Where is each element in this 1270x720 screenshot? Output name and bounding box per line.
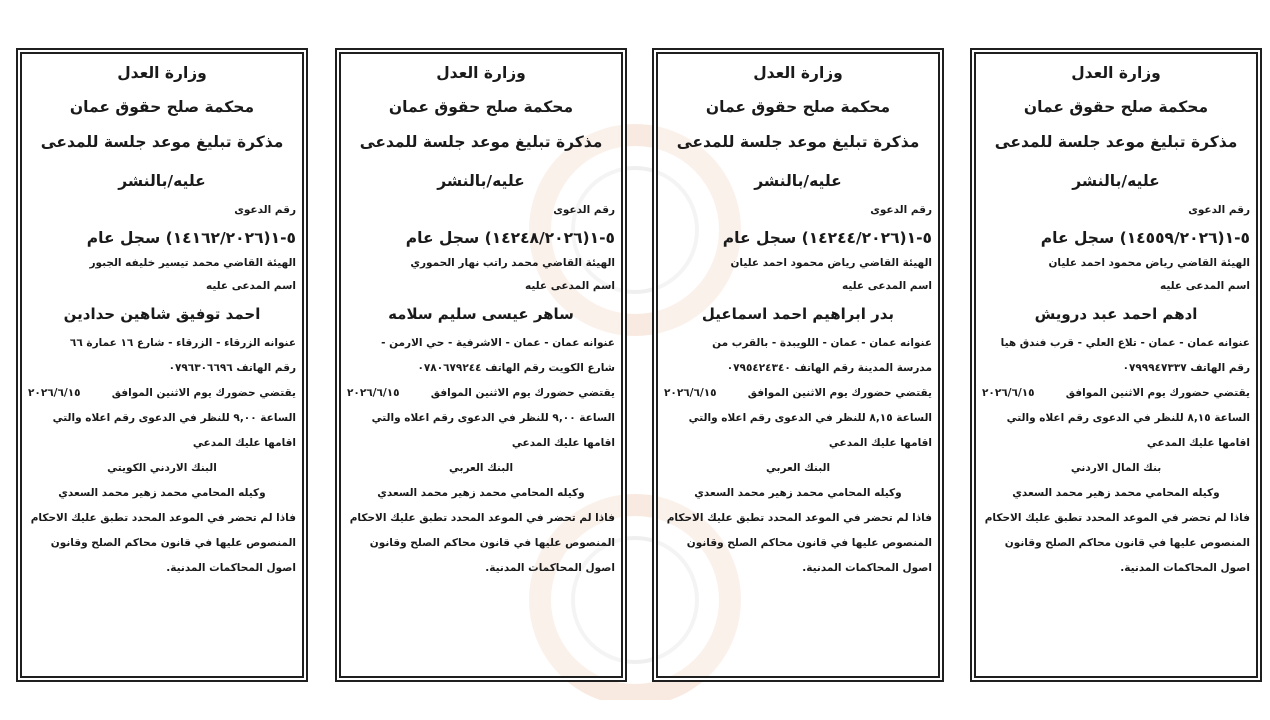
notice-card bbox=[339, 52, 623, 678]
phone-line: شارع الكويت رقم الهاتف ٠٧٨٠٦٧٩٢٤٤ bbox=[417, 362, 615, 374]
warning-line-2: المنصوص عليها في قانون محاكم الصلح وقانون bbox=[686, 537, 932, 549]
ministry-heading: وزارة العدل bbox=[753, 64, 843, 82]
case-number: (١٤٢٤٨/٢٠٢٦) bbox=[484, 228, 590, 247]
case-prefix: ٥-١ bbox=[906, 228, 932, 247]
judge-line: الهيئة القاضي محمد راتب نهار الحموري bbox=[410, 257, 615, 269]
warning-line-1: فاذا لم تحضر في الموعد المحدد تطبق عليك الاحكام bbox=[30, 512, 296, 524]
defendant-name: ادهم احمد عبد درويش bbox=[1034, 305, 1198, 323]
attend-line bbox=[28, 381, 296, 406]
ministry-heading: وزارة العدل bbox=[1071, 64, 1161, 82]
notice-card bbox=[974, 52, 1258, 678]
phone-line: رقم الهاتف ٠٧٩٦٣٠٦٦٩٦ bbox=[168, 362, 296, 374]
warning-line-1: فاذا لم تحضر في الموعد المحدد تطبق عليك الاحكام bbox=[666, 512, 932, 524]
notice-card bbox=[20, 52, 304, 678]
case-label: رقم الدعوى bbox=[553, 204, 615, 216]
time-line: الساعة ٩,٠٠ للنظر في الدعوى رقم اعلاه والتي bbox=[371, 412, 615, 424]
case-prefix: ٥-١ bbox=[589, 228, 615, 247]
defendant-label: اسم المدعى عليه bbox=[524, 279, 615, 292]
judge-line: الهيئة القاضي رياض محمود احمد عليان bbox=[730, 257, 932, 269]
attend-date: ٢٠٢٦/٦/١٥ bbox=[28, 387, 81, 399]
court-heading: محكمة صلح حقوق عمان bbox=[69, 97, 255, 116]
attend-line bbox=[982, 381, 1250, 406]
warning-line-1: فاذا لم تحضر في الموعد المحدد تطبق عليك الاحكام bbox=[984, 512, 1250, 524]
notice-body bbox=[982, 331, 1250, 581]
warning-line-1: فاذا لم تحضر في الموعد المحدد تطبق عليك الاحكام bbox=[349, 512, 615, 524]
time-line: الساعة ٨,١٥ للنظر في الدعوى رقم اعلاه والتي bbox=[688, 412, 932, 424]
attend-date: ٢٠٢٦/٦/١٥ bbox=[982, 387, 1035, 399]
phone-line: مدرسة المدينة رقم الهاتف ٠٧٩٥٤٢٤٣٤٠ bbox=[726, 362, 932, 374]
lawyer-line: وكيله المحامي محمد زهير محمد السعدي bbox=[694, 487, 902, 499]
defendant-name: بدر ابراهيم احمد اسماعيل bbox=[701, 305, 895, 323]
notice-title-cont: عليه/بالنشر bbox=[1072, 171, 1160, 190]
warning-line-3: اصول المحاكمات المدنية. bbox=[166, 562, 296, 574]
case-number-line bbox=[28, 228, 296, 247]
ministry-heading: وزارة العدل bbox=[117, 64, 207, 82]
case-number-line bbox=[982, 228, 1250, 247]
plaintiff-name: البنك العربي bbox=[765, 462, 831, 474]
phone-line: رقم الهاتف ٠٧٩٩٩٤٧٣٣٧ bbox=[1122, 362, 1250, 374]
time-line: الساعة ٩,٠٠ للنظر في الدعوى رقم اعلاه والتي bbox=[52, 412, 296, 424]
case-suffix: سجل عام bbox=[405, 228, 480, 247]
notice-card bbox=[656, 52, 940, 678]
warning-line-2: المنصوص عليها في قانون محاكم الصلح وقانون bbox=[50, 537, 296, 549]
case-prefix: ٥-١ bbox=[1224, 228, 1250, 247]
attend-text: يقتضي حضورك يوم الاثنين الموافق bbox=[430, 387, 615, 399]
case-number: (١٤٢٤٤/٢٠٢٦) bbox=[801, 228, 907, 247]
attend-text: يقتضي حضورك يوم الاثنين الموافق bbox=[1065, 387, 1250, 399]
notice-title: مذكرة تبليغ موعد جلسة للمدعى bbox=[40, 133, 284, 151]
time-line: الساعة ٨,١٥ للنظر في الدعوى رقم اعلاه والتي bbox=[1006, 412, 1250, 424]
case-suffix: سجل عام bbox=[86, 228, 161, 247]
plaintiff-name: البنك الاردني الكويتي bbox=[107, 462, 217, 474]
court-heading: محكمة صلح حقوق عمان bbox=[388, 97, 574, 116]
ministry-heading: وزارة العدل bbox=[436, 64, 526, 82]
warning-line-2: المنصوص عليها في قانون محاكم الصلح وقانون bbox=[1004, 537, 1250, 549]
court-heading: محكمة صلح حقوق عمان bbox=[1023, 97, 1209, 116]
attend-date: ٢٠٢٦/٦/١٥ bbox=[664, 387, 717, 399]
plaintiff-name: البنك العربي bbox=[448, 462, 514, 474]
defendant-name: ساهر عيسى سليم سلامه bbox=[388, 305, 574, 323]
case-label: رقم الدعوى bbox=[234, 204, 296, 216]
notice-title-cont: عليه/بالنشر bbox=[437, 171, 525, 190]
warning-line-3: اصول المحاكمات المدنية. bbox=[802, 562, 932, 574]
address-line: عنوانه الزرقاء - الزرقاء - شارع ١٦ عمارة ٦٦ bbox=[69, 337, 296, 349]
notice-body bbox=[664, 331, 932, 581]
warning-line-2: المنصوص عليها في قانون محاكم الصلح وقانون bbox=[369, 537, 615, 549]
case-suffix: سجل عام bbox=[722, 228, 797, 247]
notice-title: مذكرة تبليغ موعد جلسة للمدعى bbox=[359, 133, 603, 151]
notice-title: مذكرة تبليغ موعد جلسة للمدعى bbox=[994, 133, 1238, 151]
warning-line-3: اصول المحاكمات المدنية. bbox=[1120, 562, 1250, 574]
notice-title-cont: عليه/بالنشر bbox=[118, 171, 206, 190]
case-prefix: ٥-١ bbox=[270, 228, 296, 247]
attend-text: يقتضي حضورك يوم الاثنين الموافق bbox=[747, 387, 932, 399]
attend-date: ٢٠٢٦/٦/١٥ bbox=[347, 387, 400, 399]
defendant-label: اسم المدعى عليه bbox=[841, 279, 932, 292]
attend-text: يقتضي حضورك يوم الاثنين الموافق bbox=[111, 387, 296, 399]
filed-line: اقامها عليك المدعي bbox=[1146, 437, 1250, 449]
case-number: (١٤٥٥٩/٢٠٢٦) bbox=[1119, 228, 1225, 247]
lawyer-line: وكيله المحامي محمد زهير محمد السعدي bbox=[1012, 487, 1220, 499]
address-line: عنوانه عمان - عمان - الاشرفية - حي الارمن - bbox=[381, 337, 615, 349]
case-number-line bbox=[664, 228, 932, 247]
attend-line bbox=[664, 381, 932, 406]
defendant-label: اسم المدعى عليه bbox=[205, 279, 296, 292]
address-line: عنوانه عمان - عمان - تلاع العلي - قرب فندق هيا bbox=[1000, 337, 1250, 349]
case-suffix: سجل عام bbox=[1040, 228, 1115, 247]
lawyer-line: وكيله المحامي محمد زهير محمد السعدي bbox=[58, 487, 266, 499]
case-number: (١٤١٦٢/٢٠٢٦) bbox=[165, 228, 271, 247]
defendant-name: احمد توفيق شاهين حدادين bbox=[63, 305, 261, 323]
notice-body bbox=[347, 331, 615, 581]
filed-line: اقامها عليك المدعي bbox=[511, 437, 615, 449]
warning-line-3: اصول المحاكمات المدنية. bbox=[485, 562, 615, 574]
filed-line: اقامها عليك المدعي bbox=[192, 437, 296, 449]
notice-title: مذكرة تبليغ موعد جلسة للمدعى bbox=[676, 133, 920, 151]
attend-line bbox=[347, 381, 615, 406]
notice-title-cont: عليه/بالنشر bbox=[754, 171, 842, 190]
plaintiff-name: بنك المال الاردني bbox=[1070, 462, 1162, 474]
defendant-label: اسم المدعى عليه bbox=[1159, 279, 1250, 292]
court-heading: محكمة صلح حقوق عمان bbox=[705, 97, 891, 116]
judge-line: الهيئة القاضي محمد تيسير خليفه الجبور bbox=[89, 257, 296, 269]
lawyer-line: وكيله المحامي محمد زهير محمد السعدي bbox=[377, 487, 585, 499]
case-label: رقم الدعوى bbox=[870, 204, 932, 216]
notice-body bbox=[28, 331, 296, 581]
case-label: رقم الدعوى bbox=[1188, 204, 1250, 216]
case-number-line bbox=[347, 228, 615, 247]
address-line: عنوانه عمان - عمان - اللويبدة - بالقرب من bbox=[712, 337, 932, 349]
judge-line: الهيئة القاضي رياض محمود احمد عليان bbox=[1048, 257, 1250, 269]
filed-line: اقامها عليك المدعي bbox=[828, 437, 932, 449]
